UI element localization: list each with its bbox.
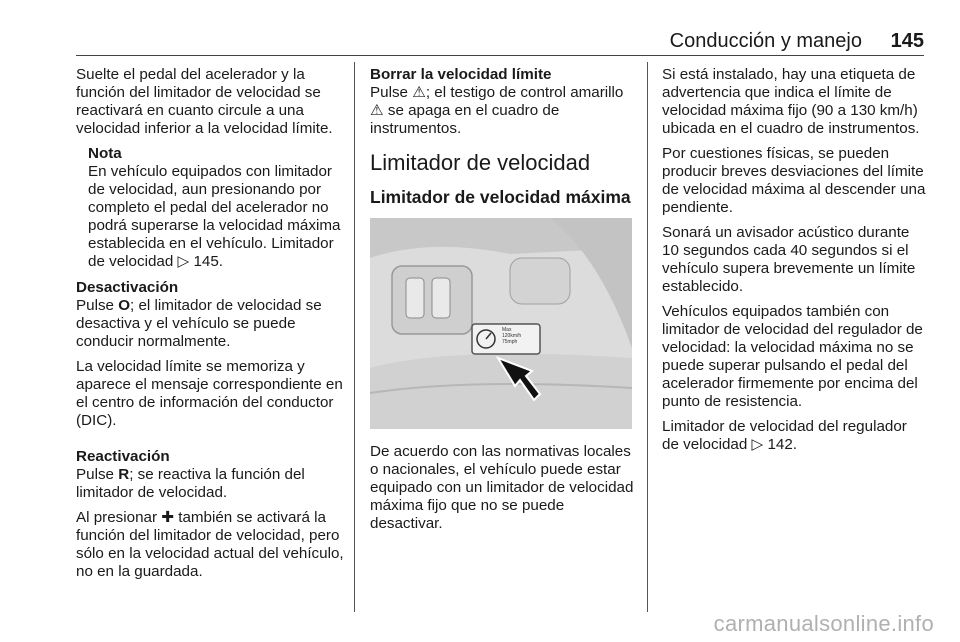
- subsection-title: Limitador de velocidad máxima: [370, 187, 631, 207]
- paragraph: Limitador de velocidad del regulador de velocidad ▷ 142.: [662, 418, 907, 453]
- subheading-deactivation: Desactivación: [76, 279, 179, 296]
- dashboard-illustration: [370, 218, 632, 429]
- paragraph: Pulse R; se reactiva la función del limitador de velocidad.: [76, 466, 305, 501]
- column-1: [76, 66, 344, 588]
- paragraph: De acuerdo con las normativas locales o nacionales, el vehículo puede estar equipado con un limitador de velocidad máxima fijo que no se puede desactivar.: [370, 443, 634, 532]
- paragraph: Vehículos equipados también con limitador de velocidad del regulador de velocidad: la velocidad máxima no se puede superar pulsando el pedal del acelerador firmemente por encima del punto de resistencia.: [662, 303, 923, 410]
- chapter-title: Conducción y manejo: [669, 30, 862, 52]
- reference-arrow-icon: ▷: [751, 436, 764, 453]
- paragraph: Pulse ⚠; el testigo de control amarillo ⚠ se apaga en el cuadro de instrumentos.: [370, 84, 624, 137]
- paragraph: La velocidad límite se memoriza y aparece el mensaje correspondiente en el centro de información del conductor (DIC).: [76, 358, 343, 429]
- speed-limiter-icon: ⚠: [370, 102, 384, 119]
- paragraph: Sonará un avisador acústico durante 10 segundos cada 40 segundos si el vehículo supera brevemente un límite establecido.: [662, 224, 916, 295]
- header-rule: [76, 55, 924, 56]
- page-reference[interactable]: 145.: [193, 253, 224, 270]
- reference-arrow-icon: ▷: [177, 253, 190, 270]
- plus-icon: ✚: [161, 509, 174, 526]
- resume-button-icon: R: [118, 466, 130, 483]
- warning-label-text: Max 120km/h 75mph: [502, 327, 522, 345]
- speed-limiter-icon: ⚠: [412, 84, 426, 101]
- note-box: [88, 145, 344, 271]
- column-divider: [647, 62, 648, 612]
- note-heading: Nota: [88, 145, 122, 162]
- section-title: Limitador de velocidad: [370, 150, 591, 175]
- dashboard-figure: [370, 218, 632, 429]
- cancel-button-icon: O: [118, 297, 131, 314]
- paragraph: Suelte el pedal del acelerador y la función del limitador de velocidad se reactivará en cuanto circule a una velocidad inferior a la velocidad límite.: [76, 66, 333, 137]
- note-body: En vehículo equipados con limitador de velocidad, aun presionando por completo el pedal del acelerador no podrá superarse la velocidad máxima establecida en el vehículo. Limitador de velocidad ▷ 145.: [88, 163, 341, 270]
- subheading-clear-limit: Borrar la velocidad límite: [370, 66, 552, 83]
- watermark: carmanualsonline.info: [713, 611, 934, 636]
- paragraph: Al presionar ✚ también se activará la función del limitador de velocidad, pero sólo en la velocidad actual del vehículo, no en la guardada.: [76, 509, 344, 580]
- paragraph: Por cuestiones físicas, se pueden producir breves desviaciones del límite de velocidad máxima al descender una pendiente.: [662, 145, 926, 216]
- column-3: [662, 66, 926, 461]
- subheading-reactivation: Reactivación: [76, 448, 170, 465]
- page-number: 145: [890, 30, 924, 52]
- column-2: [370, 66, 634, 540]
- page-reference[interactable]: 142.: [767, 436, 798, 453]
- page-header: [76, 30, 924, 52]
- column-divider: [354, 62, 355, 612]
- paragraph: Si está instalado, hay una etiqueta de advertencia que indica el límite de velocidad máxima fijo (90 a 130 km/h) ubicada en el cuadro de instrumentos.: [662, 66, 920, 137]
- paragraph: Pulse O; el limitador de velocidad se desactiva y el vehículo se puede conducir normalmente.: [76, 297, 322, 350]
